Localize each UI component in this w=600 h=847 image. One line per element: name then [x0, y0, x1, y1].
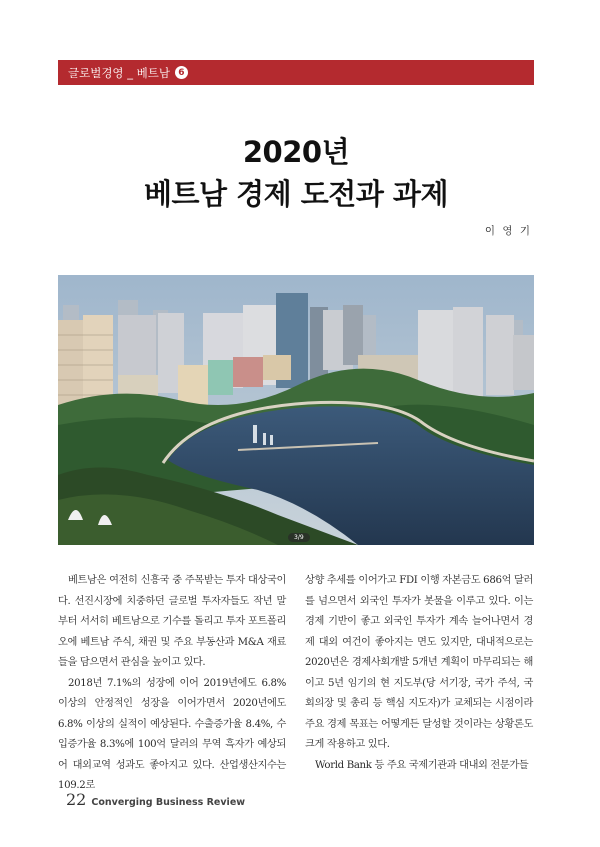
page-footer: [66, 790, 245, 809]
paragraph: World Bank 등 주요 국제기관과 대내외 전문가들: [315, 759, 529, 771]
article-title-line1: 2020년: [242, 135, 350, 169]
body-column-left: [58, 571, 286, 797]
author-name: 이 영 기: [484, 225, 532, 237]
photo-badge: 3/9: [288, 533, 310, 542]
body-column-right: [305, 571, 533, 776]
section-header-bar: [58, 60, 534, 85]
article-title-line2: 베트남 경제 도전과 과제: [144, 177, 448, 211]
page-number: 22: [66, 790, 87, 809]
section-label: 글로벌경영 _ 베트남: [68, 65, 170, 80]
section-number-badge: 6: [175, 66, 188, 79]
paragraph: 2018년 7.1%의 성장에 이어 2019년에도 6.8% 이상의 안정적인 성장을 이어가면서 2020년에도 6.8% 이상의 실적이 예상된다. 수출증가율 8.4%, 수입증가율 8.3%에 100억 달러의 무역 흑자가 예상되어 대외교역 성과도 좋아지고 있다. 산업생산지수는 109.2로: [58, 677, 286, 791]
journal-name: Converging Business Review: [91, 797, 246, 808]
paragraph: 베트남은 여전히 신흥국 중 주목받는 투자 대상국이다. 선진시장에 치중하던 글로벌 투자자들도 작년 말부터 서서히 베트남으로 기수를 돌리고 투자 포트폴리오에 베트남 주식, 채권 및 주요 부동산과 M&A 재료들을 담으면서 관심을 높이고 있다.: [58, 575, 286, 668]
paragraph: 상향 추세를 이어가고 FDI 이행 자본금도 686억 달러를 넘으면서 외국인 투자가 봇물을 이루고 있다. 이는 경제 기반이 좋고 외국인 투자가 계속 늘어나면서 경제 대외 여건이 좋아지는 면도 있지만, 대내적으로는 2020년은 경제사회개발 5개년 계획이 마무리되는 해이고 5년 임기의 현 지도부(당 서기장, 국가 주석, 국회의장 및 총리 등 핵심 지도자)가 교체되는 시점이라 주요 경제 목표는 어떻게든 달성할 것이라는 상황론도 크게 작용하고 있다.: [305, 575, 533, 750]
city-lake-photo: [58, 275, 534, 545]
